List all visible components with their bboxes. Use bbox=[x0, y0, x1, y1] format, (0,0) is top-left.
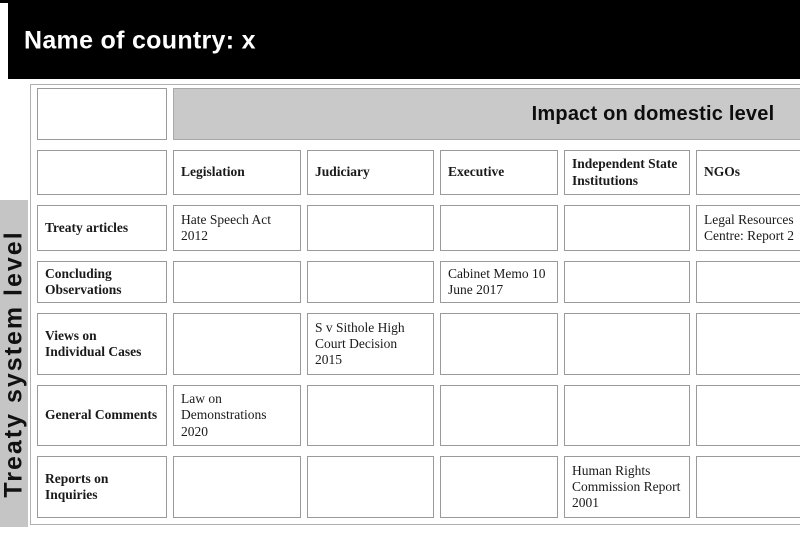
cell-hate-speech-act: Hate Speech Act 2012 bbox=[173, 205, 301, 251]
table-cell bbox=[564, 261, 690, 303]
slide-title: Name of country: x bbox=[24, 26, 256, 55]
table-cell bbox=[564, 205, 690, 251]
table-cell bbox=[440, 385, 558, 446]
cell-s-v-sithole: S v Sithole High Court Decision 2015 bbox=[307, 313, 434, 375]
corner-cell bbox=[37, 88, 167, 140]
table-cell bbox=[307, 385, 434, 446]
table-cell bbox=[696, 456, 800, 518]
table-cell bbox=[696, 261, 800, 303]
column-header-blank bbox=[37, 150, 167, 195]
cell-human-rights-commission-report: Human Rights Commission Report 2001 bbox=[564, 456, 690, 518]
title-bar bbox=[8, 0, 800, 79]
row-header-concluding-observations: Concluding Observations bbox=[37, 261, 167, 303]
column-header-independent-state-institutions: Independent State Institutions bbox=[564, 150, 690, 195]
column-header-executive: Executive bbox=[440, 150, 558, 195]
banner-impact-on-domestic-level: Impact on domestic level bbox=[173, 88, 800, 140]
column-header-ngos: NGOs bbox=[696, 150, 800, 195]
row-header-reports-on-inquiries: Reports on Inquiries bbox=[37, 456, 167, 518]
row-header-views-on-individual-cases: Views on Individual Cases bbox=[37, 313, 167, 375]
cell-law-on-demonstrations: Law on Demonstrations 2020 bbox=[173, 385, 301, 446]
cell-cabinet-memo: Cabinet Memo 10 June 2017 bbox=[440, 261, 558, 303]
table-cell bbox=[307, 456, 434, 518]
table-cell bbox=[440, 205, 558, 251]
column-header-legislation: Legislation bbox=[173, 150, 301, 195]
table-cell bbox=[696, 385, 800, 446]
row-header-treaty-articles: Treaty articles bbox=[37, 205, 167, 251]
table-cell bbox=[440, 313, 558, 375]
table-cell bbox=[173, 313, 301, 375]
table-cell bbox=[173, 261, 301, 303]
row-header-general-comments: General Comments bbox=[37, 385, 167, 446]
cell-legal-resources-centre: Legal Resources Centre: Report 2 bbox=[696, 205, 800, 251]
table-cell bbox=[173, 456, 301, 518]
table-cell bbox=[564, 385, 690, 446]
table-cell bbox=[307, 261, 434, 303]
impact-table bbox=[30, 84, 800, 525]
side-label-treaty-system-level bbox=[0, 200, 28, 527]
side-label-text: Treaty system level bbox=[0, 229, 28, 498]
impact-table-grid bbox=[37, 88, 800, 518]
table-cell bbox=[564, 313, 690, 375]
table-cell bbox=[307, 205, 434, 251]
table-cell bbox=[696, 313, 800, 375]
table-cell bbox=[440, 456, 558, 518]
column-header-judiciary: Judiciary bbox=[307, 150, 434, 195]
